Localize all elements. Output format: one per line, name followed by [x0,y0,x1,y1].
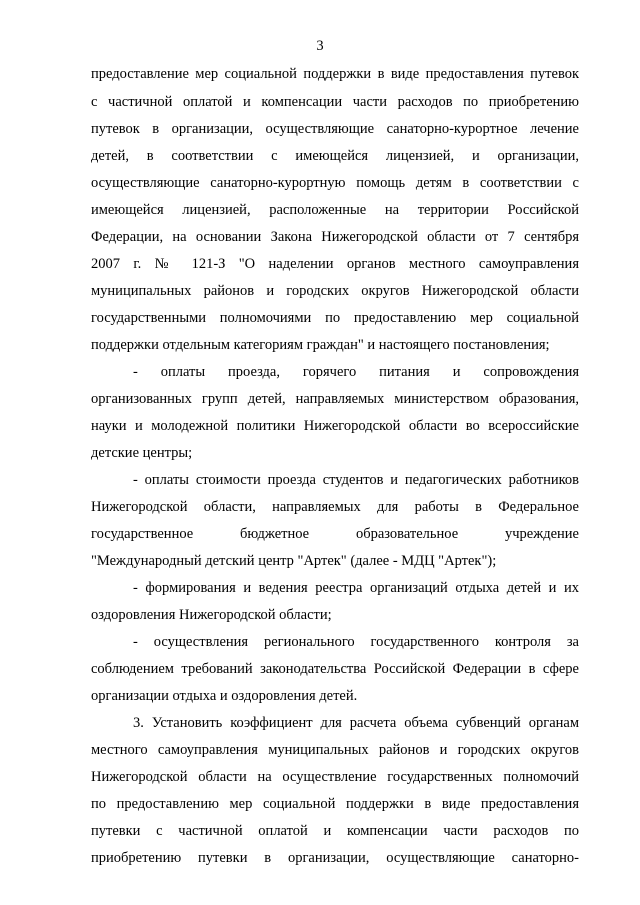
text-line: науки и молодежной политики Нижегородской области во всероссийские [91,418,579,434]
text-line: имеющейся лицензией, расположенные на территории Российской [91,202,579,218]
text-line: с частичной оплатой и компенсации части расходов по приобретению [91,94,579,110]
text-line: детей, в соответствии с имеющейся лицензией, и организации, [91,148,579,164]
text-line: Нижегородской области, направляемых для работы в Федеральное [91,499,579,515]
page-number: 3 [316,38,324,54]
text-line: путевки с частичной оплатой и компенсации части расходов по [91,823,579,839]
text-line: - оплаты проезда, горячего питания и сопровождения [133,364,579,380]
text-line: приобретению путевки в организации, осуществляющие санаторно- [91,850,579,866]
text-line: - осуществления регионального государственного контроля за [133,634,579,650]
text-line: 2007 г. № 121-З "О наделении органов местного самоуправления [91,256,579,272]
text-line: - формирования и ведения реестра организаций отдыха детей и их [133,580,579,596]
text-line: оздоровления Нижегородской области; [91,607,332,623]
text-line: поддержки отдельным категориям граждан" и настоящего постановления; [91,337,550,353]
text-line: осуществляющие санаторно-курортную помощь детям в соответствии с [91,175,579,191]
text-line: муниципальных районов и городских округов Нижегородской области [91,283,579,299]
text-line: по предоставлению мер социальной поддержки в виде предоставления [91,796,579,812]
text-line: государственное бюджетное образовательное учреждение [91,526,579,542]
text-line: 3. Установить коэффициент для расчета объема субвенций органам [133,715,579,731]
text-line: детские центры; [91,445,193,461]
text-line: Нижегородской области на осуществление государственных полномочий [91,769,579,785]
text-line: соблюдением требований законодательства Российской Федерации в сфере [91,661,579,677]
text-line: государственными полномочиями по предоставлению мер социальной [91,310,579,326]
text-line: путевок в организации, осуществляющие санаторно-курортное лечение [91,121,579,137]
text-line: организованных групп детей, направляемых министерством образования, [91,391,579,407]
text-line: - оплаты стоимости проезда студентов и педагогических работников [133,472,579,488]
text-line: "Международный детский центр "Артек" (далее - МДЦ "Артек"); [91,553,497,569]
text-line: местного самоуправления муниципальных районов и городских округов [91,742,579,758]
text-line: организации отдыха и оздоровления детей. [91,688,358,704]
text-line: Федерации, на основании Закона Нижегородской области от 7 сентября [91,229,579,245]
text-line: предоставление мер социальной поддержки в виде предоставления путевок [91,66,579,82]
